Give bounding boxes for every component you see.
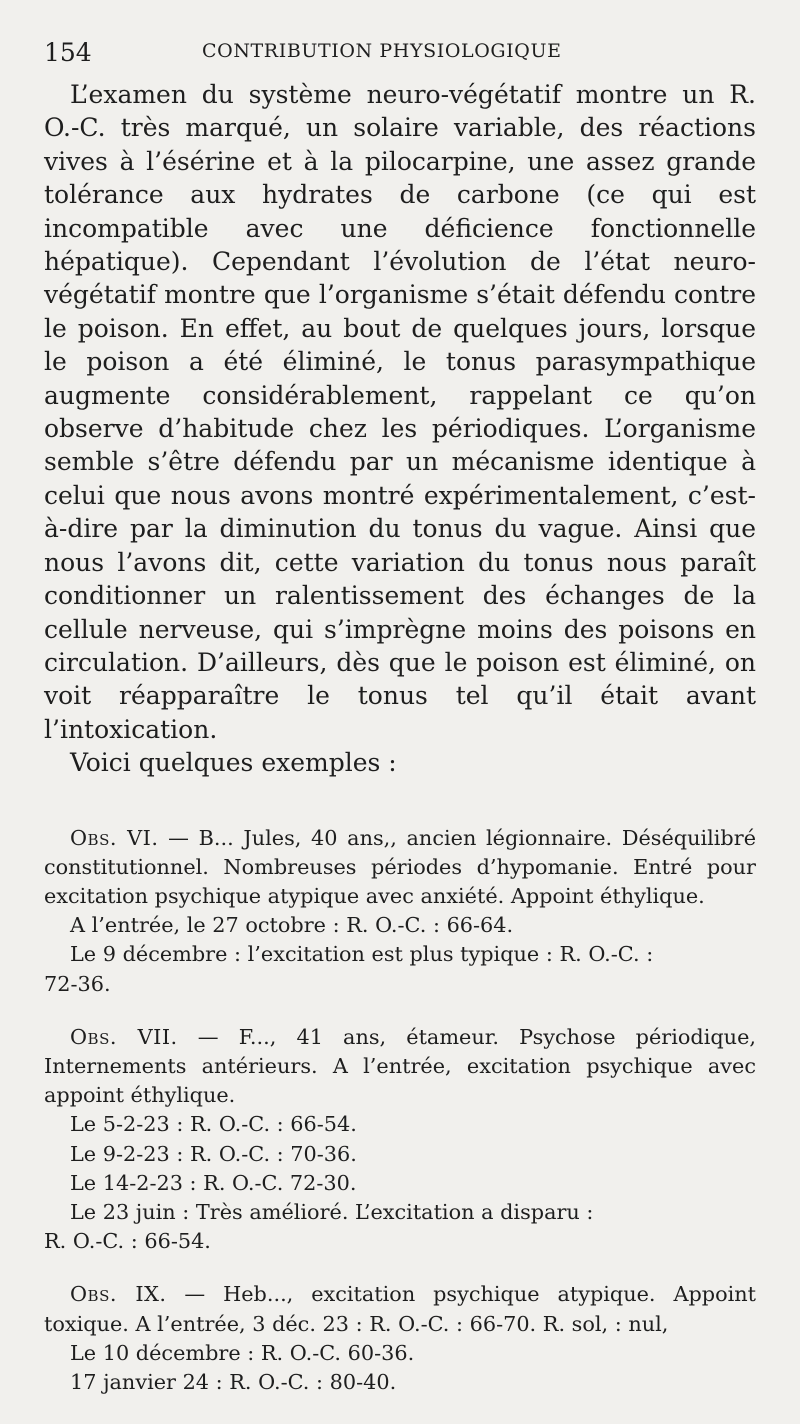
observation-entry: Le 23 juin : Très amélioré. L’excitation a disparu : — [70, 1199, 594, 1224]
observation-vi — [44, 824, 756, 999]
observation-text — [44, 824, 756, 912]
observation-entry: Le 10 décembre : R. O.-C. 60-36. — [70, 1340, 415, 1365]
observation-ix — [44, 1280, 756, 1397]
observation-description: — F..., 41 ans, étameur. Psychose périodique, Internements antérieurs. A l’entrée, excitation psychique avec appoint éthylique. — [44, 1024, 756, 1108]
observation-label: Obs. VI. — [70, 825, 159, 850]
observation-entry: Le 9 décembre : l’excitation est plus typique : R. O.-C. : — [70, 942, 654, 967]
observation-entry: 17 janvier 24 : R. O.-C. : 80-40. — [70, 1369, 397, 1394]
running-head — [44, 28, 756, 78]
running-title: CONTRIBUTION PHYSIOLOGIQUE — [202, 40, 562, 62]
observation-vii — [44, 1023, 756, 1257]
page-number: 154 — [44, 38, 92, 67]
observation-label: Obs. VII. — [70, 1024, 178, 1049]
observation-entry-continuation: R. O.-C. : 66-54. — [44, 1229, 211, 1254]
observation-entry: Le 9-2-23 : R. O.-C. : 70-36. — [70, 1141, 357, 1166]
observation-text — [44, 1280, 756, 1338]
observation-entry-continuation: 72-36. — [44, 971, 111, 996]
observation-entry: Le 5-2-23 : R. O.-C. : 66-54. — [70, 1112, 357, 1137]
main-text — [44, 78, 756, 780]
observation-text — [44, 1023, 756, 1111]
observation-label: Obs. IX. — [70, 1282, 167, 1307]
observation-description: — B... Jules, 40 ans,, ancien légionnaire. Déséquilibré constitutionnel. Nombreuses périodes d’hypomanie. Entré pour excitation psychique atypique avec anxiété. Appoint éthylique. — [44, 825, 756, 908]
observation-entry: A l’entrée, le 27 octobre : R. O.-C. : 66-64. — [70, 913, 514, 938]
body-paragraph: L’examen du système neuro-végétatif montre un R. O.-C. très marqué, un solaire variable, des réactions vives à l’ésérine et à la pilocarpine, une assez grande tolérance aux hydrates de carbone (ce qui est incompatible avec une déficience fonctionnelle hépatique). Cependant l’évolution de l’état neuro-végétatif montre que l’organisme s’était défendu contre le poison. En effet, au bout de quelques jours, lorsque le poison a été éliminé, le tonus parasympathique augmente considérablement, rappelant ce qu’on observe d’habitude chez les périodiques. L’organisme semble s’être défendu par un mécanisme identique à celui que nous avons montré expérimentalement, c’est-à-dire par la diminution du tonus du vague. Ainsi que nous l’avons dit, cette variation du tonus nous paraît conditionner un ralentissement des échanges de la cellule nerveuse, qui s’imprègne moins des poisons en circulation. D’ailleurs, dès que le poison est éliminé, on voit réapparaître le tonus tel qu’il était avant l’intoxication. — [44, 80, 756, 744]
examples-intro: Voici quelques exemples : — [70, 748, 397, 778]
observation-description: — Heb..., excitation psychique atypique. Appoint toxique. A l’entrée, 3 déc. 23 : R. O.-C. : 66-70. R. sol, : nul, — [44, 1282, 757, 1336]
observation-entry: Le 14-2-23 : R. O.-C. 72-30. — [70, 1170, 357, 1195]
